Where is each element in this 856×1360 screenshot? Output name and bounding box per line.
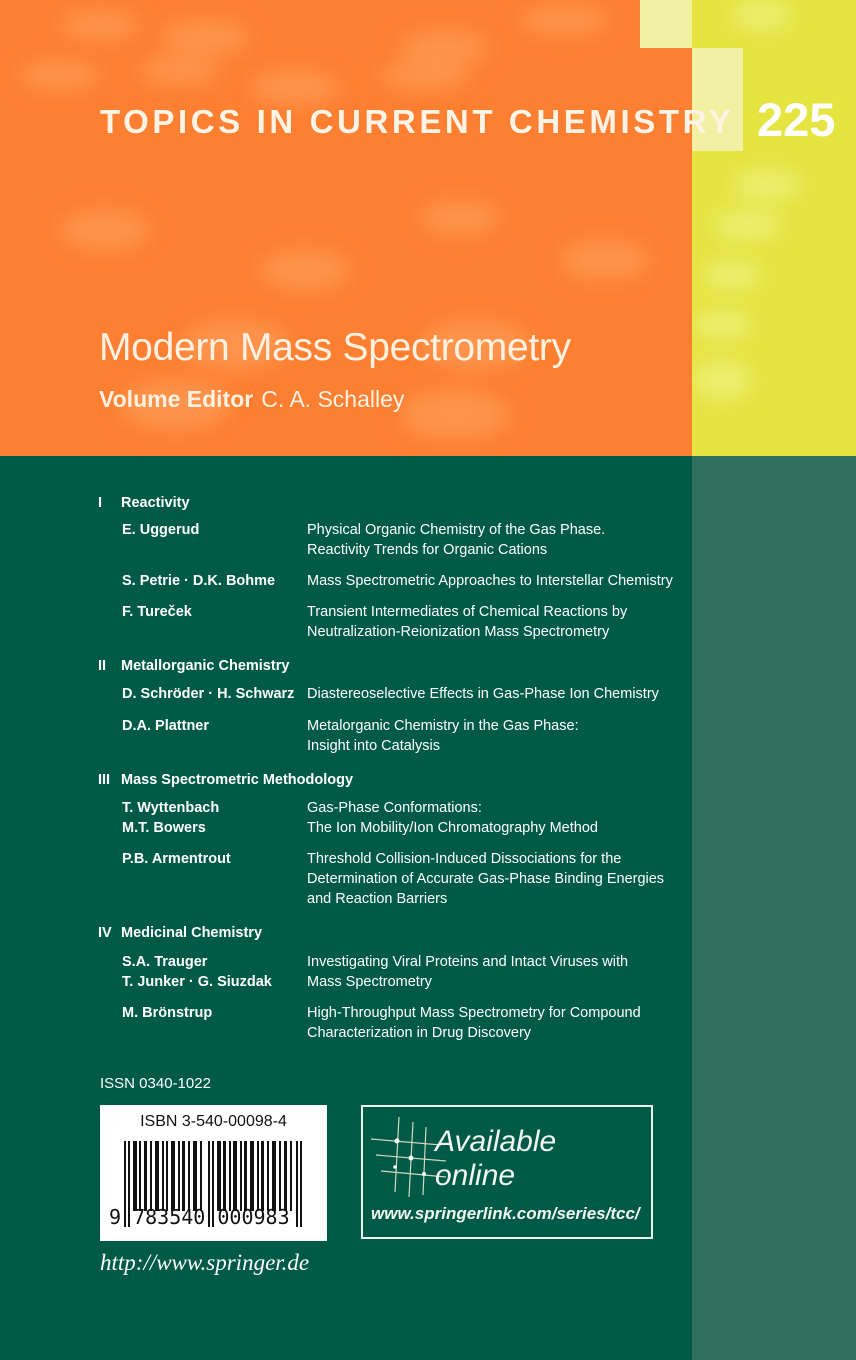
book-title: Modern Mass Spectrometry (99, 326, 571, 369)
entry-title: Transient Intermediates of Chemical Reactions by Neutralization-Reionization Mass Spectrometry (307, 604, 628, 640)
entry-title: Metalorganic Chemistry in the Gas Phase: Insight into Catalysis (307, 718, 579, 754)
entry-authors: D.A. Plattner (122, 718, 210, 734)
online-text: online (435, 1159, 516, 1192)
section-heading: II Metallorganic Chemistry (98, 658, 290, 674)
available-text: Available (435, 1125, 557, 1158)
section-heading: IV Medicinal Chemistry (98, 925, 263, 941)
issn-number: ISSN 0340-1022 (100, 1075, 211, 1092)
section-heading: III Mass Spectrometric Methodology (98, 772, 354, 788)
isbn-barcode (100, 1105, 327, 1241)
series-title: TOPICS IN CURRENT CHEMISTRY (100, 103, 735, 140)
green-side-panel (692, 456, 856, 1360)
volume-number: 225 (757, 93, 836, 146)
available-online-badge (361, 1105, 653, 1239)
entry-title: High-Throughput Mass Spectrometry for Compound Characterization in Drug Discovery (307, 1005, 641, 1041)
entry-authors: D. Schröder · H. Schwarz (122, 686, 295, 702)
barcode-digits: 9 783540 000983 (109, 1205, 290, 1229)
volume-editor (99, 386, 404, 413)
editor-label: Volume Editor (99, 386, 254, 412)
entry-title: Investigating Viral Proteins and Intact Viruses with Mass Spectrometry (307, 954, 629, 990)
isbn-number: ISBN 3-540-00098-4 (140, 1113, 287, 1130)
publisher-url[interactable]: http://www.springer.de (100, 1250, 310, 1275)
entry-title: Gas-Phase Conformations: The Ion Mobility/Ion Chromatography Method (307, 800, 598, 836)
entry-authors: P.B. Armentrout (122, 851, 231, 867)
entry-authors: E. Uggerud (122, 522, 200, 538)
entry-title: Threshold Collision-Induced Dissociations for the Determination of Accurate Gas-Phase Binding Energies and Reaction Barriers (307, 851, 665, 907)
entry-title: Diastereoselective Effects in Gas-Phase Ion Chemistry (307, 686, 659, 702)
editor-name: C. A. Schalley (261, 386, 405, 412)
entry-authors: M. Brönstrup (122, 1005, 213, 1021)
entry-title: Physical Organic Chemistry of the Gas Phase. Reactivity Trends for Organic Cations (307, 522, 606, 558)
entry-title: Mass Spectrometric Approaches to Interstellar Chemistry (307, 573, 673, 589)
springerlink-url[interactable]: www.springerlink.com/series/tcc/ (371, 1204, 640, 1223)
entry-authors: S.A. Trauger T. Junker · G. Siuzdak (122, 954, 272, 990)
entry-authors: S. Petrie · D.K. Bohme (122, 573, 276, 589)
entry-authors: T. Wyttenbach M.T. Bowers (122, 800, 220, 836)
entry-authors: F. Tureček (122, 604, 192, 620)
decorative-block (640, 0, 692, 48)
section-heading: I Reactivity (98, 495, 190, 511)
